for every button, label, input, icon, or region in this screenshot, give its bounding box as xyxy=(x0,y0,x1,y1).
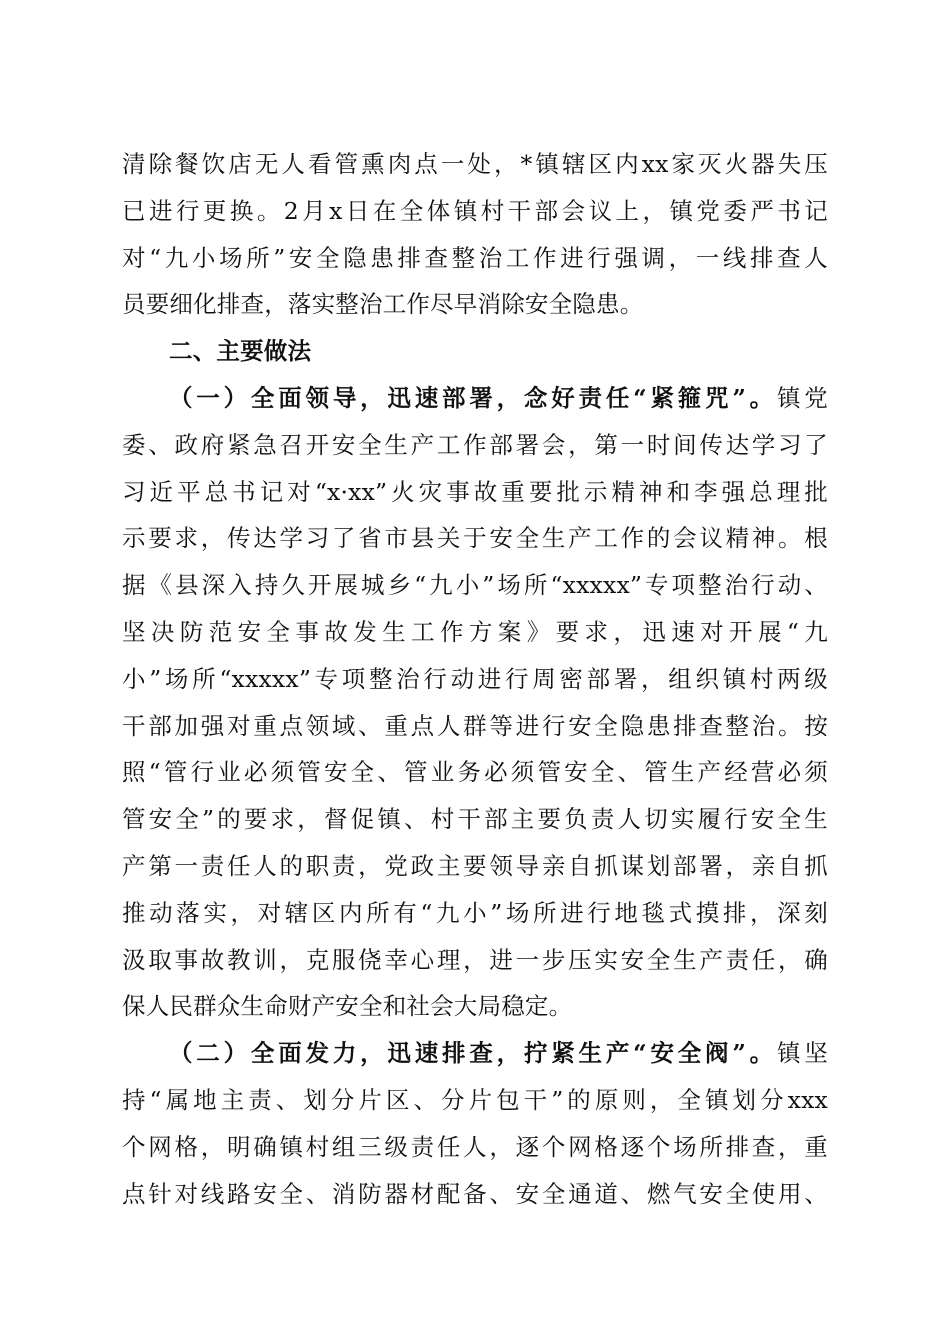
text-line: 小”场所“xxxxx”专项整治行动进行周密部署，组织镇村两级 xyxy=(122,664,828,693)
text-line: 点针对线路安全、消防器材配备、安全通道、燃气安全使用、 xyxy=(122,1179,828,1208)
text-line: 对“九小场所”安全隐患排查整治工作进行强调，一线排查人 xyxy=(122,243,828,272)
text-line: 个网格，明确镇村组三级责任人，逐个网格逐个场所排查，重 xyxy=(122,1132,828,1161)
paragraph-two xyxy=(122,1030,828,1217)
text-line: 持“属地主责、划分片区、分片包干”的原则，全镇划分xxx xyxy=(122,1085,828,1114)
section-heading xyxy=(122,328,828,375)
paragraph-continuation xyxy=(122,141,828,328)
text-line: 干部加强对重点领域、重点人群等进行安全隐患排查整治。按 xyxy=(122,711,828,740)
text-line: 示要求，传达学习了省市县关于安全生产工作的会议精神。根 xyxy=(122,524,828,553)
heading-text: 二、主要做法 xyxy=(169,337,312,366)
paragraph-lead: （一）全面领导，迅速部署，念好责任“紧箍咒”。 xyxy=(169,383,777,412)
paragraph-lead: （二）全面发力，迅速排查，拧紧生产“安全阀”。 xyxy=(169,1039,777,1068)
text-line: 汲取事故教训，克服侥幸心理，进一步压实安全生产责任，确 xyxy=(122,945,828,974)
paragraph-one xyxy=(122,375,828,1030)
text-line: 习近平总书记对“x·xx”火灾事故重要批示精神和李强总理批 xyxy=(122,477,828,506)
text-span: 镇坚 xyxy=(776,1039,828,1068)
text-line: 照“管行业必须管安全、管业务必须管安全、管生产经营必须 xyxy=(122,758,828,787)
text-line xyxy=(122,1030,828,1077)
text-line: 产第一责任人的职责，党政主要领导亲自抓谋划部署，亲自抓 xyxy=(122,851,828,880)
text-line: 清除餐饮店无人看管熏肉点一处，*镇辖区内xx家灭火器失压 xyxy=(122,150,828,178)
document-body xyxy=(122,141,828,1217)
text-line: 据《县深入持久开展城乡“九小”场所“xxxxx”专项整治行动、 xyxy=(122,571,828,600)
text-line xyxy=(122,375,828,422)
text-line: 管安全”的要求，督促镇、村干部主要负责人切实履行安全生 xyxy=(122,805,828,834)
text-line: 保人民群众生命财产安全和社会大局稳定。 xyxy=(122,992,573,1021)
text-line: 推动落实，对辖区内所有“九小”场所进行地毯式摸排，深刻 xyxy=(122,898,828,927)
text-line: 员要细化排查，落实整治工作尽早消除安全隐患。 xyxy=(122,290,644,319)
text-line: 已进行更换。2月x日在全体镇村干部会议上，镇党委严书记 xyxy=(122,196,828,225)
text-line: 委、政府紧急召开安全生产工作部署会，第一时间传达学习了 xyxy=(122,430,828,459)
text-line: 坚决防范安全事故发生工作方案》要求，迅速对开展“九 xyxy=(122,617,828,646)
text-span: 镇党 xyxy=(776,383,828,412)
